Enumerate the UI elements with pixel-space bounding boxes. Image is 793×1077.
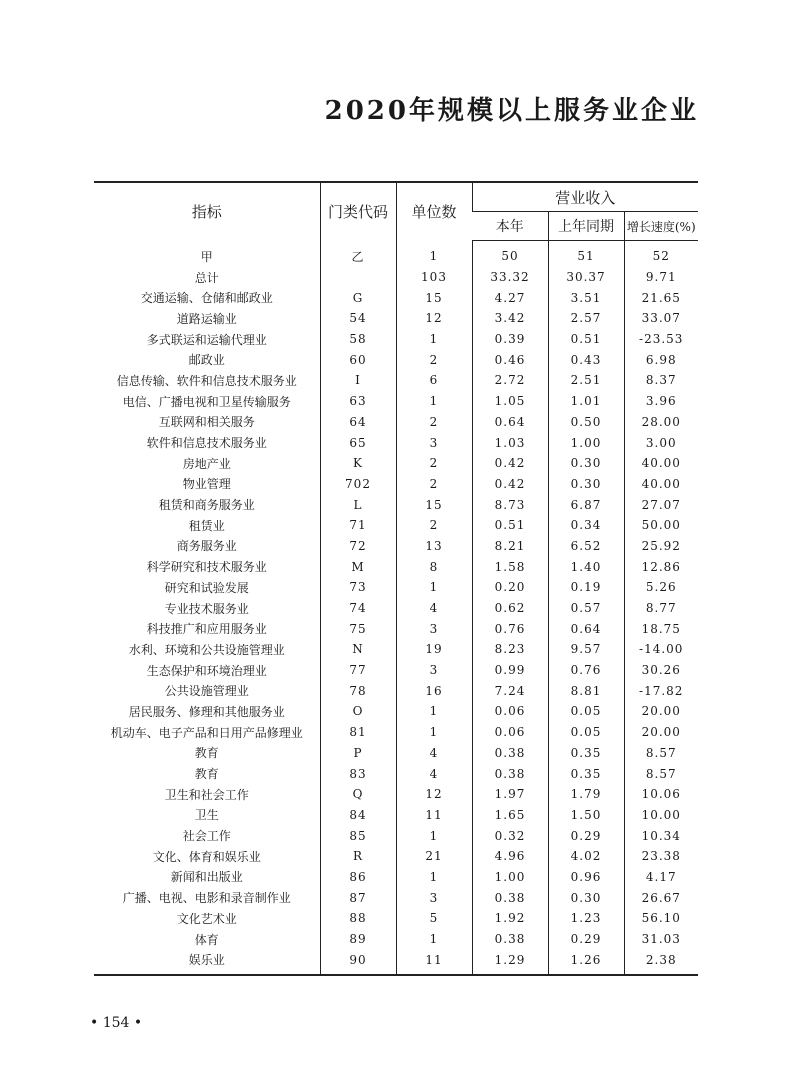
cell-this-year: 8.21: [472, 536, 548, 557]
table-row: [94, 660, 698, 681]
table-row: [94, 639, 698, 660]
cell-this-year: 0.39: [472, 329, 548, 350]
cell-unit-count: 3: [396, 887, 472, 908]
cell-last-year: 1.00: [548, 432, 624, 453]
cell-category-code: M: [320, 556, 396, 577]
cell-last-year: 4.02: [548, 846, 624, 867]
cell-last-year: 0.30: [548, 474, 624, 495]
table-row: [94, 453, 698, 474]
cell-unit-count: 2: [396, 412, 472, 433]
table-row: [94, 412, 698, 433]
cell-this-year: 50: [472, 241, 548, 267]
cell-this-year: 1.03: [472, 432, 548, 453]
table-row: [94, 391, 698, 412]
cell-indicator: 商务服务业: [176, 539, 237, 554]
cell-unit-count: 21: [396, 846, 472, 867]
cell-unit-count: 12: [396, 784, 472, 805]
cell-last-year: 0.57: [548, 598, 624, 619]
cell-unit-count: 13: [396, 536, 472, 557]
header-unit-count: 单位数: [396, 182, 472, 241]
cell-growth-rate: 23.38: [624, 846, 698, 867]
cell-indicator: 新闻和出版业: [170, 870, 243, 885]
cell-category-code: L: [320, 494, 396, 515]
cell-category-code: 63: [320, 391, 396, 412]
cell-category-code: 75: [320, 618, 396, 639]
cell-this-year: 0.42: [472, 453, 548, 474]
cell-last-year: 0.05: [548, 722, 624, 743]
table-row: [94, 515, 698, 536]
cell-this-year: 0.06: [472, 722, 548, 743]
cell-growth-rate: 8.37: [624, 370, 698, 391]
cell-indicator: 软件和信息技术服务业: [146, 436, 267, 451]
cell-last-year: 51: [548, 241, 624, 267]
cell-category-code: 71: [320, 515, 396, 536]
cell-unit-count: 2: [396, 453, 472, 474]
cell-unit-count: 8: [396, 556, 472, 577]
table-row: [94, 867, 698, 888]
cell-growth-rate: 8.57: [624, 763, 698, 784]
cell-unit-count: 16: [396, 680, 472, 701]
cell-this-year: 0.51: [472, 515, 548, 536]
cell-last-year: 0.76: [548, 660, 624, 681]
cell-growth-rate: 9.71: [624, 267, 698, 288]
cell-this-year: 8.23: [472, 639, 548, 660]
cell-growth-rate: 20.00: [624, 722, 698, 743]
cell-category-code: N: [320, 639, 396, 660]
cell-unit-count: 3: [396, 432, 472, 453]
cell-category-code: 73: [320, 577, 396, 598]
cell-indicator: 水利、环境和公共设施管理业: [128, 642, 285, 657]
table-row: [94, 763, 698, 784]
cell-category-code: [320, 267, 396, 288]
cell-unit-count: 5: [396, 908, 472, 929]
cell-category-code: 84: [320, 805, 396, 826]
cell-this-year: 1.58: [472, 556, 548, 577]
table-row: [94, 536, 698, 557]
cell-category-code: 83: [320, 763, 396, 784]
cell-unit-count: 1: [396, 929, 472, 950]
cell-unit-count: 4: [396, 598, 472, 619]
cell-last-year: 8.81: [548, 680, 624, 701]
table-row: [94, 929, 698, 950]
cell-growth-rate: 10.00: [624, 805, 698, 826]
cell-unit-count: 11: [396, 949, 472, 975]
cell-this-year: 0.38: [472, 929, 548, 950]
cell-this-year: 0.76: [472, 618, 548, 639]
cell-last-year: 0.64: [548, 618, 624, 639]
cell-last-year: 0.35: [548, 743, 624, 764]
cell-growth-rate: 5.26: [624, 577, 698, 598]
cell-indicator: 电信、广播电视和卫星传输服务: [122, 394, 291, 409]
cell-unit-count: 1: [396, 329, 472, 350]
cell-last-year: 0.96: [548, 867, 624, 888]
table-row: [94, 722, 698, 743]
cell-growth-rate: -14.00: [624, 639, 698, 660]
table-row: [94, 908, 698, 929]
cell-indicator: 居民服务、修理和其他服务业: [128, 704, 285, 719]
cell-last-year: 0.50: [548, 412, 624, 433]
cell-category-code: 89: [320, 929, 396, 950]
cell-unit-count: 3: [396, 618, 472, 639]
cell-unit-count: 1: [396, 577, 472, 598]
cell-indicator: 房地产业: [182, 456, 231, 471]
cell-growth-rate: 30.26: [624, 660, 698, 681]
cell-category-code: 60: [320, 349, 396, 370]
cell-category-code: I: [320, 370, 396, 391]
cell-growth-rate: 20.00: [624, 701, 698, 722]
cell-last-year: 1.23: [548, 908, 624, 929]
cell-last-year: 1.79: [548, 784, 624, 805]
cell-growth-rate: 3.96: [624, 391, 698, 412]
cell-unit-count: 6: [396, 370, 472, 391]
cell-this-year: 3.42: [472, 308, 548, 329]
cell-indicator: 研究和试验发展: [164, 580, 249, 595]
cell-last-year: 0.19: [548, 577, 624, 598]
table-row: [94, 241, 698, 267]
cell-indicator: 互联网和相关服务: [158, 415, 255, 430]
cell-last-year: 0.43: [548, 349, 624, 370]
cell-last-year: 0.05: [548, 701, 624, 722]
cell-indicator: 多式联运和运输代理业: [146, 332, 267, 347]
cell-last-year: 6.87: [548, 494, 624, 515]
header-indicator: 指标: [191, 203, 222, 222]
cell-indicator: 体育: [194, 932, 219, 947]
cell-category-code: 64: [320, 412, 396, 433]
cell-unit-count: 103: [396, 267, 472, 288]
cell-indicator: 教育: [194, 746, 219, 761]
cell-last-year: 9.57: [548, 639, 624, 660]
cell-last-year: 0.29: [548, 825, 624, 846]
cell-last-year: 0.34: [548, 515, 624, 536]
cell-indicator: 卫生和社会工作: [164, 787, 249, 802]
cell-category-code: 86: [320, 867, 396, 888]
cell-indicator: 交通运输、仓储和邮政业: [140, 291, 273, 306]
table-row: [94, 680, 698, 701]
cell-this-year: 0.62: [472, 598, 548, 619]
cell-growth-rate: 40.00: [624, 453, 698, 474]
cell-growth-rate: 50.00: [624, 515, 698, 536]
cell-category-code: 58: [320, 329, 396, 350]
cell-last-year: 0.30: [548, 887, 624, 908]
cell-growth-rate: 26.67: [624, 887, 698, 908]
cell-indicator: 公共设施管理业: [164, 684, 249, 699]
cell-category-code: 78: [320, 680, 396, 701]
cell-category-code: 90: [320, 949, 396, 975]
header-revenue: 营业收入: [472, 182, 698, 212]
cell-last-year: 1.26: [548, 949, 624, 975]
page-number: • 154 •: [90, 1015, 143, 1031]
cell-category-code: 88: [320, 908, 396, 929]
cell-this-year: 0.99: [472, 660, 548, 681]
cell-indicator: 机动车、电子产品和日用产品修理业: [110, 725, 303, 740]
cell-this-year: 0.46: [472, 349, 548, 370]
cell-growth-rate: 52: [624, 241, 698, 267]
cell-growth-rate: 28.00: [624, 412, 698, 433]
cell-indicator: 科学研究和技术服务业: [146, 560, 267, 575]
cell-category-code: 87: [320, 887, 396, 908]
table-row: [94, 287, 698, 308]
cell-unit-count: 2: [396, 474, 472, 495]
cell-category-code: 85: [320, 825, 396, 846]
table-row: [94, 825, 698, 846]
cell-unit-count: 19: [396, 639, 472, 660]
cell-indicator: 文化艺术业: [176, 911, 237, 926]
cell-indicator: 租赁和商务服务业: [158, 498, 255, 513]
table-row: [94, 784, 698, 805]
cell-growth-rate: 6.98: [624, 349, 698, 370]
cell-growth-rate: -17.82: [624, 680, 698, 701]
table-row: [94, 556, 698, 577]
cell-this-year: 0.06: [472, 701, 548, 722]
cell-this-year: 2.72: [472, 370, 548, 391]
cell-last-year: 6.52: [548, 536, 624, 557]
table-row: [94, 577, 698, 598]
cell-this-year: 0.32: [472, 825, 548, 846]
cell-growth-rate: 8.57: [624, 743, 698, 764]
cell-unit-count: 11: [396, 805, 472, 826]
cell-last-year: 1.01: [548, 391, 624, 412]
cell-this-year: 0.64: [472, 412, 548, 433]
cell-growth-rate: 18.75: [624, 618, 698, 639]
cell-growth-rate: 2.38: [624, 949, 698, 975]
table-row: [94, 494, 698, 515]
cell-this-year: 33.32: [472, 267, 548, 288]
cell-category-code: 81: [320, 722, 396, 743]
cell-indicator: 道路运输业: [176, 311, 237, 326]
cell-indicator: 卫生: [194, 808, 219, 823]
header-category-code: 门类代码: [320, 182, 396, 241]
cell-this-year: 0.20: [472, 577, 548, 598]
cell-this-year: 1.29: [472, 949, 548, 975]
cell-last-year: 2.57: [548, 308, 624, 329]
table-row: [94, 805, 698, 826]
cell-growth-rate: 27.07: [624, 494, 698, 515]
cell-category-code: 65: [320, 432, 396, 453]
table-row: [94, 846, 698, 867]
cell-growth-rate: 31.03: [624, 929, 698, 950]
cell-this-year: 0.42: [472, 474, 548, 495]
header-last-year: 上年同期: [548, 212, 624, 241]
cell-indicator: 甲: [200, 249, 213, 264]
table-row: [94, 370, 698, 391]
cell-this-year: 1.05: [472, 391, 548, 412]
table-body: [94, 241, 698, 976]
cell-this-year: 0.38: [472, 763, 548, 784]
table-row: [94, 329, 698, 350]
table-row: [94, 701, 698, 722]
cell-growth-rate: 3.00: [624, 432, 698, 453]
cell-growth-rate: 33.07: [624, 308, 698, 329]
cell-growth-rate: -23.53: [624, 329, 698, 350]
cell-unit-count: 2: [396, 515, 472, 536]
table-row: [94, 474, 698, 495]
table-row: [94, 432, 698, 453]
cell-category-code: K: [320, 453, 396, 474]
cell-last-year: 3.51: [548, 287, 624, 308]
cell-growth-rate: 4.17: [624, 867, 698, 888]
table-row: [94, 618, 698, 639]
cell-category-code: 54: [320, 308, 396, 329]
page-title: 2020年规模以上服务业企业: [324, 96, 699, 126]
table-row: [94, 349, 698, 370]
cell-unit-count: 1: [396, 391, 472, 412]
cell-category-code: O: [320, 701, 396, 722]
cell-growth-rate: 12.86: [624, 556, 698, 577]
cell-this-year: 7.24: [472, 680, 548, 701]
cell-last-year: 1.40: [548, 556, 624, 577]
cell-unit-count: 4: [396, 743, 472, 764]
cell-category-code: 702: [320, 474, 396, 495]
cell-this-year: 1.00: [472, 867, 548, 888]
statistics-table: [94, 181, 698, 976]
cell-indicator: 社会工作: [182, 829, 231, 844]
cell-this-year: 1.65: [472, 805, 548, 826]
cell-indicator: 物业管理: [182, 477, 231, 492]
cell-growth-rate: 40.00: [624, 474, 698, 495]
cell-this-year: 0.38: [472, 887, 548, 908]
cell-growth-rate: 25.92: [624, 536, 698, 557]
cell-unit-count: 1: [396, 867, 472, 888]
cell-last-year: 30.37: [548, 267, 624, 288]
cell-indicator: 文化、体育和娱乐业: [152, 849, 261, 864]
cell-last-year: 0.30: [548, 453, 624, 474]
cell-growth-rate: 10.34: [624, 825, 698, 846]
cell-unit-count: 1: [396, 825, 472, 846]
cell-category-code: Q: [320, 784, 396, 805]
cell-indicator: 专业技术服务业: [164, 601, 249, 616]
cell-this-year: 8.73: [472, 494, 548, 515]
cell-this-year: 4.27: [472, 287, 548, 308]
cell-unit-count: 3: [396, 660, 472, 681]
cell-category-code: 74: [320, 598, 396, 619]
table-row: [94, 949, 698, 975]
cell-category-code: 77: [320, 660, 396, 681]
cell-indicator: 生态保护和环境治理业: [146, 663, 267, 678]
cell-last-year: 0.51: [548, 329, 624, 350]
cell-last-year: 0.29: [548, 929, 624, 950]
cell-this-year: 0.38: [472, 743, 548, 764]
cell-this-year: 1.92: [472, 908, 548, 929]
cell-indicator: 信息传输、软件和信息技术服务业: [116, 373, 297, 388]
cell-unit-count: 1: [396, 722, 472, 743]
cell-unit-count: 4: [396, 763, 472, 784]
cell-this-year: 1.97: [472, 784, 548, 805]
cell-growth-rate: 8.77: [624, 598, 698, 619]
cell-last-year: 2.51: [548, 370, 624, 391]
cell-last-year: 1.50: [548, 805, 624, 826]
cell-category-code: 乙: [320, 241, 396, 267]
cell-unit-count: 12: [396, 308, 472, 329]
cell-indicator: 教育: [194, 767, 219, 782]
cell-indicator: 邮政业: [188, 353, 225, 368]
cell-indicator: 科技推广和应用服务业: [146, 622, 267, 637]
cell-this-year: 4.96: [472, 846, 548, 867]
cell-unit-count: 1: [396, 701, 472, 722]
cell-category-code: 72: [320, 536, 396, 557]
table-row: [94, 308, 698, 329]
cell-unit-count: 2: [396, 349, 472, 370]
table-row: [94, 267, 698, 288]
cell-last-year: 0.35: [548, 763, 624, 784]
cell-indicator: 总计: [194, 270, 219, 285]
table-row: [94, 598, 698, 619]
cell-category-code: R: [320, 846, 396, 867]
cell-indicator: 娱乐业: [188, 953, 225, 968]
cell-growth-rate: 21.65: [624, 287, 698, 308]
cell-unit-count: 1: [396, 241, 472, 267]
header-this-year: 本年: [472, 212, 548, 241]
cell-unit-count: 15: [396, 287, 472, 308]
cell-indicator: 广播、电视、电影和录音制作业: [122, 891, 291, 906]
table-header: [94, 182, 698, 241]
table-row: [94, 743, 698, 764]
cell-indicator: 租赁业: [188, 518, 225, 533]
cell-growth-rate: 56.10: [624, 908, 698, 929]
cell-growth-rate: 10.06: [624, 784, 698, 805]
cell-category-code: G: [320, 287, 396, 308]
cell-category-code: P: [320, 743, 396, 764]
header-growth-rate: 增长速度(%): [624, 212, 698, 241]
table-row: [94, 887, 698, 908]
cell-unit-count: 15: [396, 494, 472, 515]
